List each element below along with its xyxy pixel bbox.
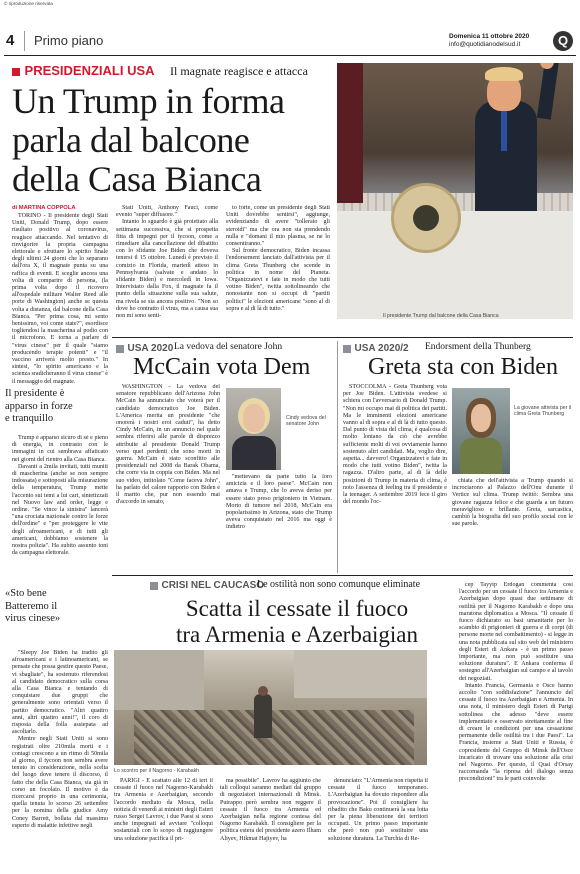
person-head	[258, 686, 268, 696]
greta-kicker-text: USA 2020/2	[354, 343, 409, 354]
tie	[501, 111, 507, 151]
main-headline-line1: Un Trump in forma	[12, 81, 285, 121]
rubble	[134, 710, 414, 765]
main-paragraph: Stati Uniti, Anthony Fauci, come evento "super diffusore."	[116, 205, 218, 219]
header-divider	[24, 31, 25, 51]
main-kicker-text: PRESIDENZIALI USA	[24, 63, 155, 78]
greta-paragraph: chiata che dell'attivista a Trump quando si incrociarono al Palazzo dell'Onu durante il Vertice sul clima. Trump twittò: Sembra una giovane ragazza felice e che guarda a un futuro meraviglioso e brillante. Greta, sarcastica, cambiò la biografia del suo profilo social con le sue parole.	[452, 478, 573, 528]
mccain-kicker	[116, 343, 173, 354]
main-headline	[12, 82, 285, 199]
ruined-wall	[114, 650, 204, 710]
caucaso-col1	[114, 778, 213, 870]
raised-arm	[537, 63, 559, 120]
greta-face	[471, 404, 491, 432]
page-number: 4	[6, 32, 15, 49]
greta-photo	[452, 388, 510, 474]
greta-headline: Greta sta con Biden	[368, 354, 558, 380]
greta-photo-caption: La giovane attivista per il clima Greta Thunberg	[514, 405, 572, 418]
greta-paragraph: STOCCOLMA - Greta Thunberg vota per Joe Biden. L'attivista svedese si schiera con l'avversario di Donald Trump. "Non mi occupo mai di politica dei partiti. Ma le imminenti elezioni americane vanno al di sopra e al di là di tutto questo. Dal punto di vista del clima, è qualcosa di molto lontano da ciò che avrebbe sufficiente molti di voi ovviamente hanno sostenuto altri candidati. Ma, voglio dire, aspetta... davvero! Organizzatevi e fate in modo che tutti votino Biden", twitta la ragazza. D'altro parte, al di là delle posizioni di Trump in materia di clima, è noto l'assenza di feeling tra il presidente e la teenager. A settembre 2019 fece il giro del mondo l'oc-	[343, 384, 447, 506]
main-kicker-sub: Il magnate reagisce e attacca	[170, 64, 308, 78]
main-paragraph: Trump è apparso sicuro di sé e pieno di energia, in contrasto con le immagini in cui sembrava affaticato nei giorni del rientro alla Casa Bianca.	[12, 435, 108, 463]
kicker-square-icon	[150, 582, 158, 590]
main-kicker	[12, 63, 155, 79]
section-title: Primo piano	[34, 33, 104, 48]
greta-kicker	[343, 343, 409, 354]
caucaso-paragraph: cep Tayyip Erdogan commenta così l'accordo per un cessate il fuoco tra Armenia e Azerbaigian dopo quasi due settimane di ostilità per il Nagorno Karabakh e dopo una maratona diplomatica a Mosca. "Il cessate il fuoco dichiarato su basi umanitarie per lo scambio di prigionieri di guerra e di corpi (di persone morte nel combattimento) - si legge in una nota pubblicata sul sito web del ministero degli Esteri di Ankara - è un primo passo importante, ma non può sostituire una soluzione duratura". E Ankara conferma il sostegno all'Azerbaigian sul campo e al tavolo dei negoziati.	[459, 582, 573, 682]
main-headline-line2: parla dal balcone	[12, 120, 250, 160]
caucaso-photo-caption: Lo scontro per il Nagorno - Karabakh	[114, 768, 200, 774]
kicker-square-icon	[116, 345, 124, 353]
mccain-dress	[232, 436, 276, 470]
hair	[485, 67, 523, 81]
section-rule	[112, 337, 573, 338]
section-rule	[112, 575, 573, 576]
mccain-photo-caption: Cindy vedova del senatore John	[286, 415, 326, 428]
caucaso-col2	[220, 778, 321, 870]
main-col1-top	[12, 213, 108, 388]
main-byline: di MARTINA COPPOLA	[12, 205, 76, 211]
caucaso-col3	[328, 778, 428, 870]
main-col1-mid	[12, 435, 108, 563]
kicker-square-icon	[12, 68, 20, 76]
greta-kicker-sub: Endorsment della Thunberg	[425, 342, 531, 352]
caucaso-paragraph: denunciato: "L'Armenia non rispetta il cessate il fuoco temporaneo. L'Azerbaigian ha dovuto rispondere alla provocazione". Poi il consigliere ha ribadito che Baku continuerà la sua lotta per la piena liberazione dei territori occupati. Un primo passo importante che però non può sostituire una soluzione duratura. La Turchia di Re-	[328, 778, 428, 842]
mccain-col2	[226, 474, 332, 570]
mccain-photo	[226, 388, 281, 470]
main-paragraph: to forte, come un presidente degli Stati Uniti dovrebbe sentirsi", aggiunge, evidenziando di avere "tollerato gli steroidi" ma che ora non sta prendendo nulla e "domani il mio plasma, se ne lo consentiranno."	[226, 205, 330, 248]
pull-quote-1: Il presidente è apparso in forze e tranquillo	[5, 388, 73, 424]
mccain-kicker-sub: La vedova del senatore John	[174, 342, 283, 352]
caucaso-paragraph: ma possibile". Lavrov ha aggiunto che tali colloqui saranno mediati dal gruppo di negoziatori internazionali di Minsk. Putrappo però sembra non reggere il cessate il fuoco tra Armenia ed Azerbaigian nella regione contesa del Nagorno Karabakh. Il consigliere per la politica estera del presidente azero Ilham Aliyev, Hikmat Hajiyev, ha	[220, 778, 321, 842]
caucaso-kicker	[150, 580, 264, 591]
main-headline-line3: della Casa Bianca	[12, 159, 262, 199]
copyright-notice: © riproduzione riservata	[4, 1, 53, 6]
pull-quote-2: «Sto bene Batteremo il virus cinese»	[5, 588, 61, 624]
seal-center	[413, 205, 439, 231]
issue-date: Domenica 11 ottobre 2020	[449, 33, 530, 40]
ruined-building	[294, 650, 427, 698]
greta-col2	[452, 478, 573, 572]
caucaso-photo	[114, 650, 427, 765]
kicker-square-icon	[343, 345, 351, 353]
caucaso-paragraph: PARIGI - È scattato alle 12 di ieri il cessate il fuoco nel Nagorno-Karabakh tra Armenia e Azerbaigian, secondo l'accordo mediato da Mosca, nella notizia di venerdì ai ministri degli Esteri russo Sergei Lavrov, i due Paesi si sono anche impegnati ad avviare "colloqui sostanziali con lo scopo di raggiungere una soluzione pacifica il pri-	[114, 778, 213, 842]
caucaso-headline-line2: tra Armenia e Azerbaigian	[175, 622, 419, 647]
mccain-headline: McCain vota Dem	[133, 354, 311, 380]
caucaso-kicker-text: CRISI NEL CAUCASO	[161, 580, 265, 591]
main-col2	[116, 205, 218, 330]
main-col3	[226, 205, 330, 330]
person	[254, 694, 272, 738]
main-paragraph: "Sleepy Joe Biden ha tradito gli afroamericani e i latinoamericani, se pensate che possa gestire questo Paese, vi sbagliate", ha sostenuto riferendosi al candidato democratico sulla corsa alla Casa Bianca e tentando di conquistare due gruppi che generalmente sono orientati verso il partito democratico. "Altri quattro anni, altri quattro anni!", il coro di risposta della folla assiepata ad ascoltarlo.	[12, 650, 108, 736]
newspaper-logo-icon: Q	[553, 31, 573, 51]
caucaso-kicker-sub: Le ostilità non sono comunque eliminate	[257, 579, 421, 590]
header-rule	[4, 55, 576, 56]
mccain-paragraph: WASHINGTON - La vedova del senatore repubblicano dell'Arizona John McCain ha annunciato che voterà per il candidato democratico Joe Biden. L'America merita un presidente "che onorerà i nostri eroi caduti", ha detto Cindy McCain, in un annuncio nel quale sembra riferirsi alle parole di disprezzo attribuite al presidente Donald Trump verso quei perdenti che sono morti in guerra. McCain è stato sconfitto alle presidenziali nel 2008 da Barak Obama, che corre via in coppia con Biden. Ma nel suo video, intitolato "Come faceva John", ha parlato del calore rapporto con Biden e il marito che, pur non essendo mai d'accordo in senato,	[116, 384, 220, 506]
column-divider	[337, 341, 338, 573]
caucaso-col4	[459, 582, 573, 870]
caucaso-headline-line1: Scatta il cessate il fuoco	[185, 596, 409, 621]
trump-photo-caption: Il presidente Trump dal balcone della Casa Bianca	[383, 313, 499, 319]
main-col1-bottom	[12, 650, 108, 862]
main-paragraph: Sul fronte democratico, Biden incassa l'endorsement lanciato dall'attivista per il clima Greta Thunberg che scende in politica in nome del Pianeta. "Organizzatevi e fate in modo che tutti votino Biden", twitta sottolineando che nonostante non si occupi di "partiti politici" le elezioni americane "sono al di sopra e al di là di tutto."	[226, 248, 330, 312]
mccain-col1	[116, 384, 220, 572]
contact-email: info@quotidianodelsud.it	[449, 41, 521, 48]
main-paragraph: Intanto lo sguardo è già proiettato alla settimana successiva, che si prospetta fitta di impegni per il tycoon, come a rimediare alla cancellazione del dibattito con lo sfidante Joe Biden che doveva tenersi il 15 ottobre. Lunedì è previsto il comizio in Florida, martedì atteso in Pennsylvania (salvate e andato lo sfidante Biden) e mercoledì in Iowa. Intervistato dalla Fox, il magnate fa il punto della situazione sulla sua salute, ma rivela se sia ancora positivo. "Non so dove ho contratto il virus, ma a causa sua non mi sono senti-	[116, 219, 218, 320]
flag-left	[337, 63, 363, 203]
main-paragraph: Davanti a 2mila invitati, tutti muniti di mascherina (anche se non sempre indossata) e sottoposti alla misurazione della temperatura, Trump mette l'accento sui temi a lui cari, sintetizzati nel Nuovo law and order, legge e ordine. "Se vince la sinistra" lancerà "una crociata nazionale contro le forze dell'ordine" e "per proteggere le vite degli afroamericani, e di tutti gli americani, dobbiamo sostenere la nostra polizia". Ha subito assunto toni da campagna elettorale.	[12, 463, 108, 557]
greta-jacket	[460, 438, 502, 474]
greta-col1	[343, 384, 447, 572]
mccain-paragraph: "mettevano da parte tutto la loro amicizia e il loro paese". McCain non amava e Trump, che lo aveva deriso per essere stato preso prigioniero in Vietnam. Morto di tumore nel 2018, McCain era popolarissimo in Arizona, stato che Trump aveva conquistato nel 2016 ma oggi è indietro	[226, 474, 332, 531]
main-paragraph: Mentre negli Stati Uniti si sono registrati oltre 210mila morti e i contagi crescono a un ritmo di 50mila al giorno, il tycoon non sembra avere tenuto in considerazione, nella scelta del luogo dove tenere il discorso, il fatto che della Casa Bianca, sia già in corso un focolaio. Il motivo è da ricercarsi proprio in una cerimonia, quella tenuta lo scorso 26 settembre per la nomina della giudice Amy Coney Barrett, bollata dal massimo esperto di malattie infettive negli	[12, 736, 108, 829]
caucaso-headline	[172, 596, 422, 648]
trump-photo	[337, 63, 573, 319]
caucaso-paragraph: Intanto Francia, Germania e Osce hanno accolto "con soddisfazione" l'annuncio del cessate il fuoco tra Azerbaigian e Armenia. In una nota, il ministero degli Esteri di Parigi sottolinea che adesso "deve essere implementato e osservato strettamente al fine di creare le condizioni per una cessazione permanente delle ostilità tra i due Paesi". La Francia, insieme a Stati Uniti e Russia, è copresidente del Gruppo di Minsk dell'Osce incaricato di trovare una soluzione alla crisi nel Nagorno. Per questo, il Quai d'Orsay raccomanda "la ripresa del dialogo senza precondizioni" tra le parti coinvolte	[459, 682, 573, 783]
main-paragraph: TORINO - Il presidente degli Stati Uniti, Donald Trump, dopo essere risultato positivo al coronavirus, reagisce attaccando. Nel tentativo di rinvigorire la propria campagna elettorale e sfruttare lo spirito finale degli ultimi 24 giorni che lo separano dall'ora X, il magnate punta su una raffica di eventi. E sceglie ancora una volta di comparire di persona, (la prima volta dopo il ricovero all'ospedale militare Walter Reed alle porte di Washington) anche se questa volta a distanza, dal balcone della Casa Bianca. "Per prima cosa, mi sento benissimo, voi come state?", esordisce togliendosi la mascherina al podio con il microfono. E torna a parlare di "virus cinese" per il quale "siamo producendo terapie potenti" e "il vaccino arriverà molto presto." In sintesi, "lo spirito americano e la scienza sradicheranno il virus cinese" è il messaggio del magnate.	[12, 213, 108, 385]
mccain-face	[243, 404, 265, 432]
mccain-kicker-text: USA 2020	[127, 343, 174, 354]
